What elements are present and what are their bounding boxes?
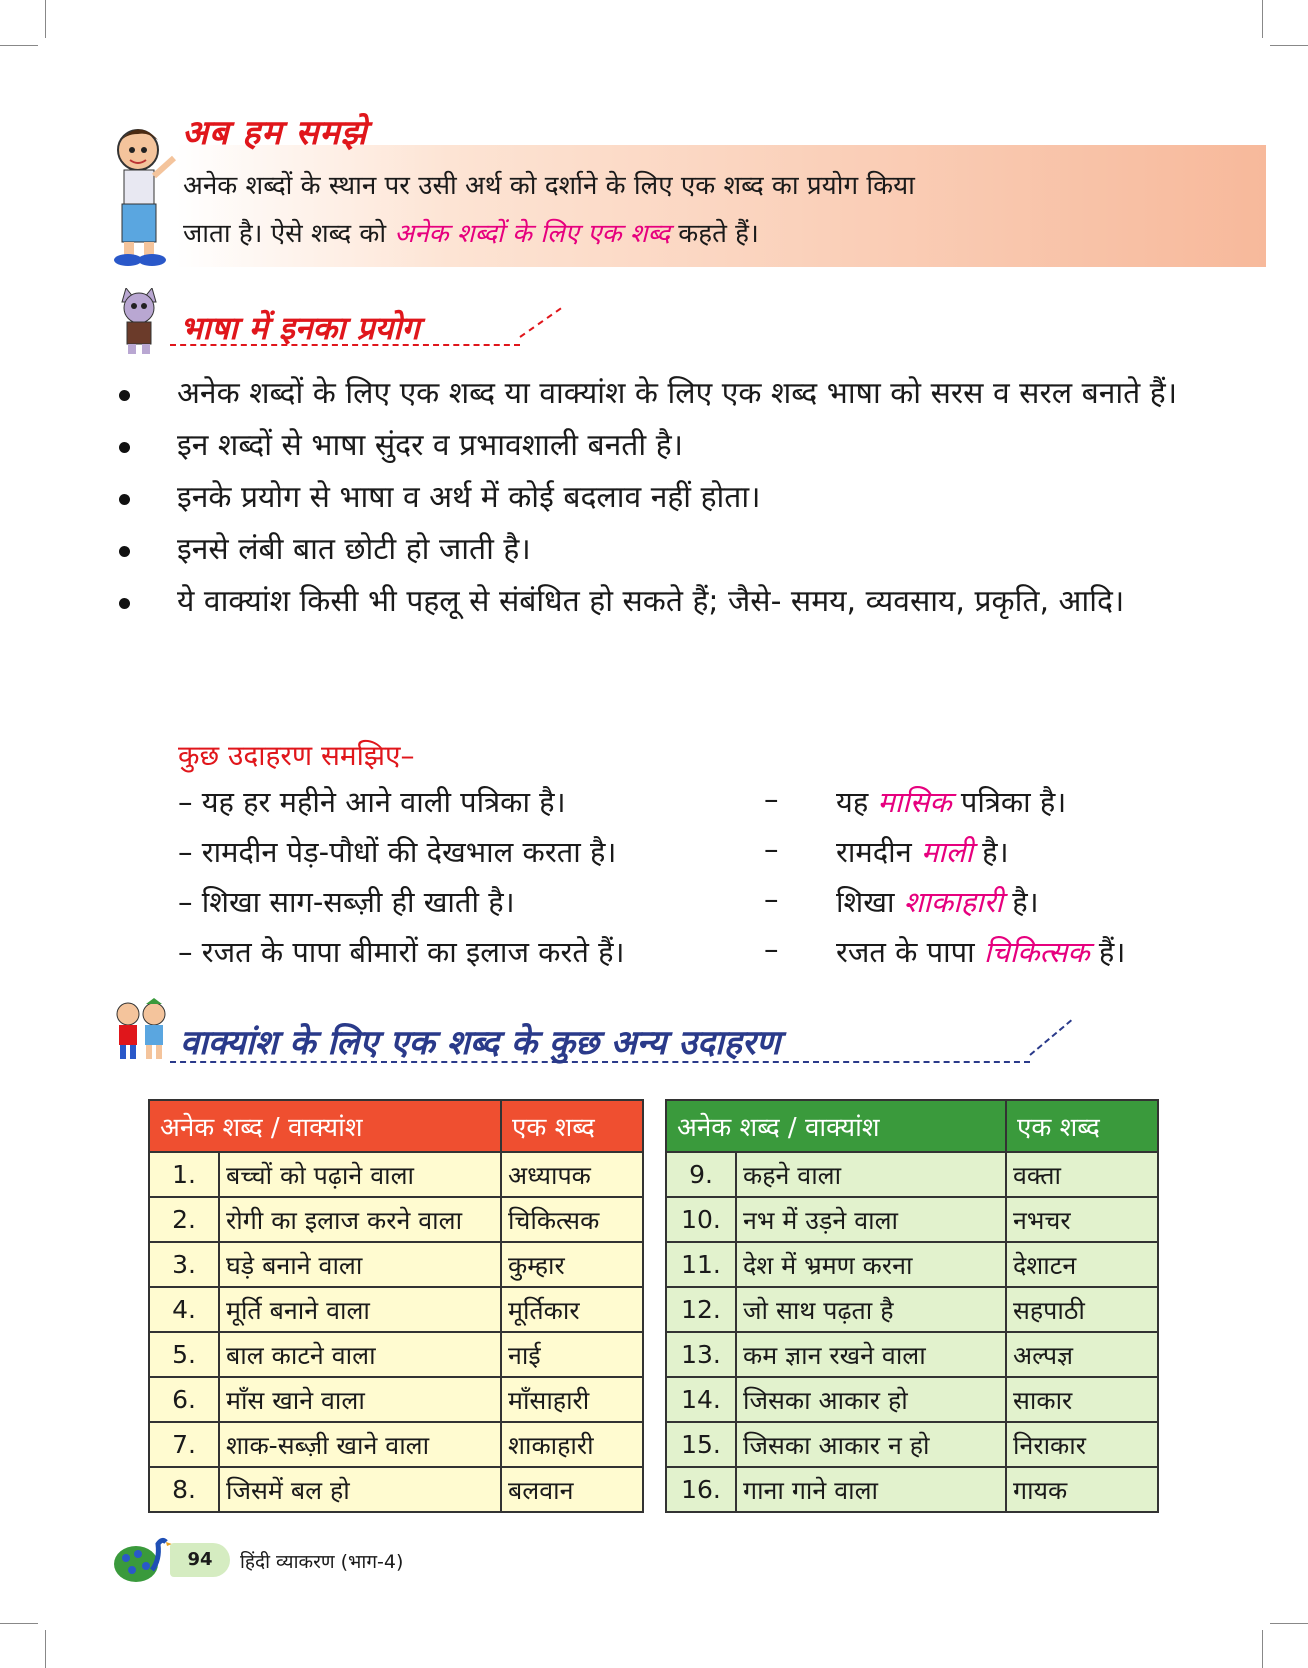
- row-phrase: देश में भ्रमण करना: [736, 1242, 1006, 1287]
- crop-mark: [0, 1623, 38, 1624]
- table-row: [666, 1332, 1158, 1377]
- example-result-pre: रजत के पापा: [836, 935, 984, 969]
- row-phrase: जो साथ पढ़ता है: [736, 1287, 1006, 1332]
- example-row: [178, 932, 1208, 980]
- row-number: 3.: [149, 1242, 219, 1287]
- example-result-post: पत्रिका है।: [951, 785, 1067, 819]
- row-phrase: शाक-सब्ज़ी खाने वाला: [219, 1422, 501, 1467]
- section-title-understand: अब हम समझे: [182, 113, 368, 153]
- crop-mark: [45, 0, 46, 38]
- example-word: शाकाहारी: [903, 885, 1003, 919]
- row-number: 1.: [149, 1152, 219, 1197]
- row-word: नभचर: [1006, 1197, 1158, 1242]
- bullet-dot-icon: [119, 390, 130, 401]
- table-row: [666, 1197, 1158, 1242]
- row-phrase: नभ में उड़ने वाला: [736, 1197, 1006, 1242]
- example-word: मासिक: [877, 785, 952, 819]
- column-header-phrase: अनेक शब्द / वाक्यांश: [666, 1100, 1006, 1152]
- bullet-dot-icon: [119, 598, 130, 609]
- bullet-dot-icon: [119, 546, 130, 557]
- table-row: [149, 1242, 643, 1287]
- row-number: 15.: [666, 1422, 736, 1467]
- row-number: 12.: [666, 1287, 736, 1332]
- section-title-more-examples: वाक्यांश के लिए एक शब्द के कुछ अन्य उदाहरण: [180, 1023, 781, 1063]
- table-row: [666, 1242, 1158, 1287]
- column-header-word: एक शब्द: [1006, 1100, 1158, 1152]
- list-item: [115, 526, 1215, 574]
- definition-text: [183, 162, 1243, 258]
- list-item: [115, 422, 1215, 470]
- example-dash: –: [764, 882, 779, 916]
- word-table-1: [148, 1099, 644, 1513]
- table-row: [666, 1422, 1158, 1467]
- row-word: नाई: [501, 1332, 643, 1377]
- row-phrase: जिसका आकार न हो: [736, 1422, 1006, 1467]
- row-word: साकार: [1006, 1377, 1158, 1422]
- row-phrase: बाल काटने वाला: [219, 1332, 501, 1377]
- list-item: [115, 578, 1215, 626]
- crop-mark: [1262, 0, 1263, 38]
- row-number: 4.: [149, 1287, 219, 1332]
- example-sentence: – रजत के पापा बीमारों का इलाज करते हैं।: [178, 935, 625, 969]
- row-word: शाकाहारी: [501, 1422, 643, 1467]
- crop-mark: [0, 45, 38, 46]
- row-word: कुम्हार: [501, 1242, 643, 1287]
- table-row: [666, 1287, 1158, 1332]
- example-row: [178, 882, 1208, 930]
- list-item: [115, 370, 1215, 418]
- example-sentence: – यह हर महीने आने वाली पत्रिका है।: [178, 785, 566, 819]
- bullet-dot-icon: [119, 442, 130, 453]
- example-result-pre: रामदीन: [836, 835, 921, 869]
- row-number: 8.: [149, 1467, 219, 1512]
- row-number: 2.: [149, 1197, 219, 1242]
- bullet-text: इनसे लंबी बात छोटी हो जाती है।: [177, 532, 531, 567]
- row-word: गायक: [1006, 1467, 1158, 1512]
- row-phrase: कम ज्ञान रखने वाला: [736, 1332, 1006, 1377]
- cat-illustration: [112, 288, 164, 358]
- row-word: माँसाहारी: [501, 1377, 643, 1422]
- row-number: 7.: [149, 1422, 219, 1467]
- definition-highlight: अनेक शब्दों के लिए एक शब्द: [394, 219, 671, 249]
- column-header-word: एक शब्द: [501, 1100, 643, 1152]
- row-phrase: घड़े बनाने वाला: [219, 1242, 501, 1287]
- table-row: [149, 1197, 643, 1242]
- row-word: चिकित्सक: [501, 1197, 643, 1242]
- row-phrase: रोगी का इलाज करने वाला: [219, 1197, 501, 1242]
- bullet-text: इनके प्रयोग से भाषा व अर्थ में कोई बदलाव नहीं होता।: [177, 480, 761, 515]
- example-word: चिकित्सक: [983, 935, 1090, 969]
- row-phrase: माँस खाने वाला: [219, 1377, 501, 1422]
- row-phrase: गाना गाने वाला: [736, 1467, 1006, 1512]
- crop-mark: [1270, 1623, 1308, 1624]
- example-result: [836, 782, 1066, 821]
- table-row: [149, 1152, 643, 1197]
- row-number: 16.: [666, 1467, 736, 1512]
- row-word: सहपाठी: [1006, 1287, 1158, 1332]
- row-number: 11.: [666, 1242, 736, 1287]
- examples-title: कुछ उदाहरण समझिए–: [178, 739, 415, 772]
- book-title: हिंदी व्याकरण (भाग-4): [240, 1551, 404, 1573]
- example-result-post: हैं।: [1089, 935, 1126, 969]
- example-sentence: – शिखा साग-सब्ज़ी ही खाती है।: [178, 885, 515, 919]
- heading-underline: [170, 344, 520, 346]
- example-dash: –: [764, 932, 779, 966]
- definition-line-2: [183, 210, 1243, 258]
- example-result-post: है।: [972, 835, 1009, 869]
- example-result-post: है।: [1002, 885, 1039, 919]
- row-number: 13.: [666, 1332, 736, 1377]
- table-header-row: [666, 1100, 1158, 1152]
- example-row: [178, 782, 1208, 830]
- row-phrase: जिसमें बल हो: [219, 1467, 501, 1512]
- row-word: वक्ता: [1006, 1152, 1158, 1197]
- example-word: माली: [920, 835, 973, 869]
- table-row: [149, 1377, 643, 1422]
- heading-underline-slant: [519, 308, 561, 338]
- example-result: [836, 882, 1039, 921]
- row-word: मूर्तिकार: [501, 1287, 643, 1332]
- table-row: [149, 1332, 643, 1377]
- table-row: [149, 1287, 643, 1332]
- example-dash: –: [764, 782, 779, 816]
- word-table-2: [665, 1099, 1159, 1513]
- bullet-dot-icon: [119, 494, 130, 505]
- row-phrase: जिसका आकार हो: [736, 1377, 1006, 1422]
- row-word: अध्यापक: [501, 1152, 643, 1197]
- row-number: 5.: [149, 1332, 219, 1377]
- bullet-text: ये वाक्यांश किसी भी पहलू से संबंधित हो सकते हैं; जैसे- समय, व्यवसाय, प्रकृति, आदि।: [177, 584, 1125, 619]
- example-sentence: – रामदीन पेड़-पौधों की देखभाल करता है।: [178, 835, 617, 869]
- table-row: [149, 1422, 643, 1467]
- crop-mark: [1262, 1630, 1263, 1668]
- row-word: अल्पज्ञ: [1006, 1332, 1158, 1377]
- row-phrase: कहने वाला: [736, 1152, 1006, 1197]
- example-result: [836, 832, 1009, 871]
- definition-line-1: अनेक शब्दों के स्थान पर उसी अर्थ को दर्शाने के लिए एक शब्द का प्रयोग किया: [183, 171, 915, 201]
- row-number: 9.: [666, 1152, 736, 1197]
- definition-line-2-pre: जाता है। ऐसे शब्द को: [183, 219, 395, 249]
- example-row: [178, 832, 1208, 880]
- row-word: निराकार: [1006, 1422, 1158, 1467]
- peacock-icon: [112, 1530, 176, 1586]
- boy-illustration: [108, 118, 178, 268]
- example-result-pre: यह: [836, 785, 878, 819]
- row-phrase: मूर्ति बनाने वाला: [219, 1287, 501, 1332]
- row-number: 10.: [666, 1197, 736, 1242]
- row-word: देशाटन: [1006, 1242, 1158, 1287]
- table-row: [666, 1377, 1158, 1422]
- list-item: [115, 474, 1215, 522]
- section-title-usage: भाषा में इनका प्रयोग: [180, 309, 420, 347]
- example-dash: –: [764, 832, 779, 866]
- heading-underline-slant: [1029, 1020, 1072, 1056]
- bullet-text: अनेक शब्दों के लिए एक शब्द या वाक्यांश के लिए एक शब्द भाषा को सरस व सरल बनाते हैं।: [177, 376, 1178, 411]
- table-header-row: [149, 1100, 643, 1152]
- column-header-phrase: अनेक शब्द / वाक्यांश: [149, 1100, 501, 1152]
- bullet-text: इन शब्दों से भाषा सुंदर व प्रभावशाली बनती है।: [177, 428, 684, 463]
- row-number: 14.: [666, 1377, 736, 1422]
- definition-line-2-post: कहते हैं।: [670, 219, 759, 249]
- example-result: [836, 932, 1125, 971]
- table-row: [149, 1467, 643, 1512]
- example-result-pre: शिखा: [836, 885, 904, 919]
- crop-mark: [1270, 45, 1308, 46]
- usage-bullet-list: [115, 370, 1215, 630]
- row-number: 6.: [149, 1377, 219, 1422]
- table-row: [666, 1467, 1158, 1512]
- page-number: 94: [170, 1543, 230, 1577]
- row-phrase: बच्चों को पढ़ाने वाला: [219, 1152, 501, 1197]
- crop-mark: [45, 1630, 46, 1668]
- kids-illustration: [110, 998, 174, 1064]
- heading-underline: [170, 1061, 1030, 1063]
- table-row: [666, 1152, 1158, 1197]
- row-word: बलवान: [501, 1467, 643, 1512]
